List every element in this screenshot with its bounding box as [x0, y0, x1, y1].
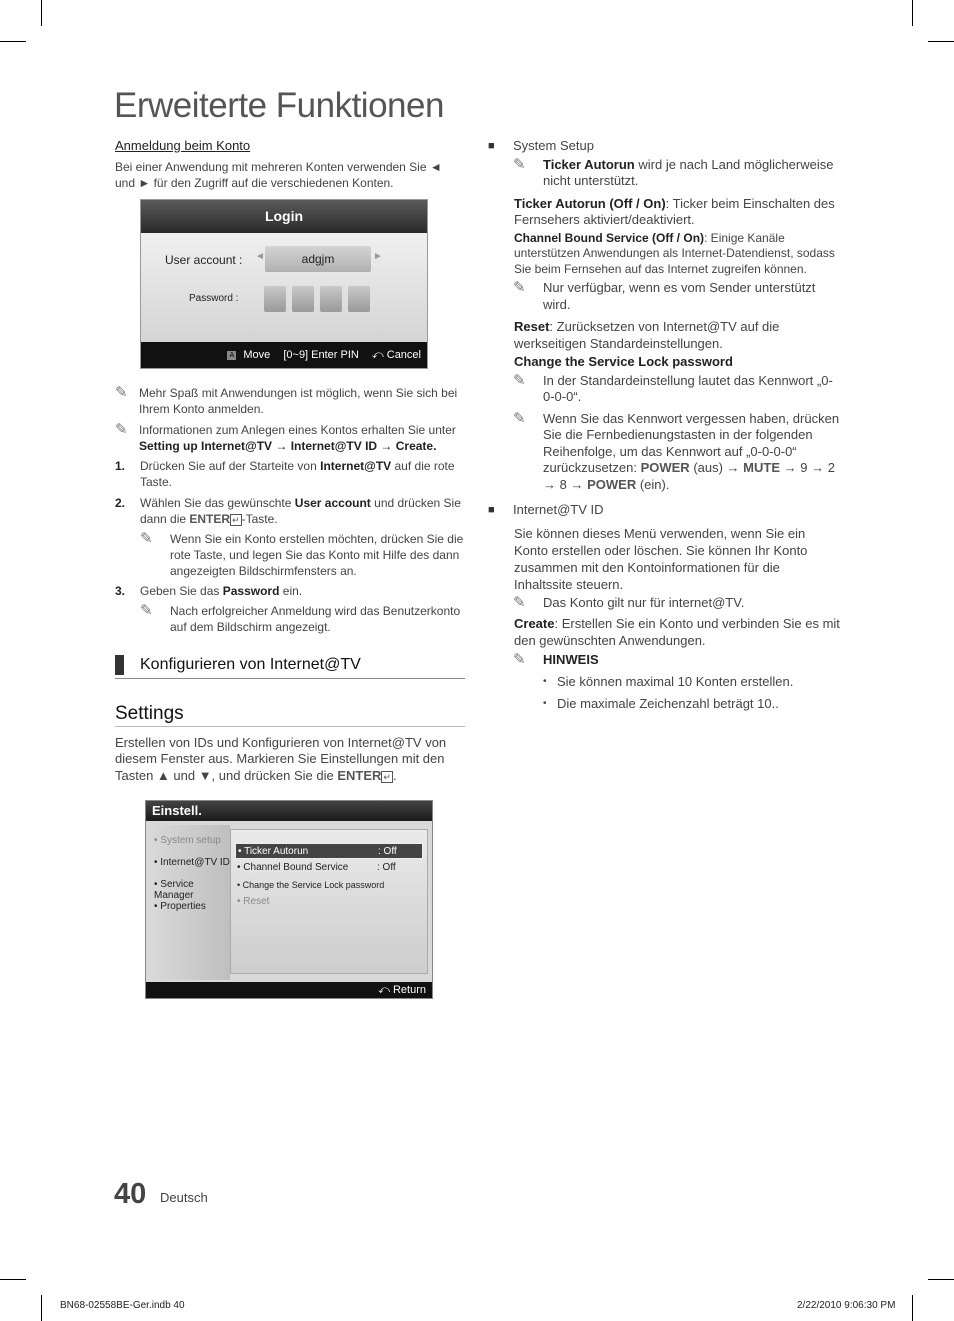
- pencil-note-icon: ✎: [115, 421, 128, 438]
- pencil-note-icon: ✎: [513, 279, 526, 296]
- note-text-part: → 9 → 2 → 8 →: [543, 460, 835, 492]
- pencil-note-icon: ✎: [513, 155, 526, 173]
- step-text-part: ein.: [282, 584, 303, 598]
- change-password-heading: Change the Service Lock password: [514, 354, 733, 369]
- left-column-top: [115, 138, 465, 191]
- internet-tv-id-heading: Internet@TV ID: [513, 502, 604, 517]
- pin-box[interactable]: [264, 286, 286, 312]
- step-number: 2.: [115, 496, 126, 510]
- section-heading: [115, 655, 465, 679]
- step-text-part: -Taste.: [241, 512, 278, 526]
- note-row: [513, 373, 840, 406]
- footer-cancel: Cancel: [386, 349, 421, 361]
- step-text-part: und drücken Sie dann die: [140, 496, 461, 526]
- note-row: [140, 603, 465, 635]
- reset-para: [514, 319, 840, 352]
- settings-block: [115, 703, 465, 784]
- intro-text: Bei einer Anwendung mit mehreren Konten verwenden Sie ◄ und ► für den Zugriff auf die verschiedenen Konten.: [115, 159, 442, 190]
- step-row: [115, 458, 465, 490]
- system-setup-heading: System Setup: [513, 138, 594, 153]
- panel-item-value: : Off: [377, 862, 396, 873]
- panel-item-label: • Reset: [237, 896, 270, 907]
- crop-mark: [0, 1279, 26, 1280]
- user-account-field[interactable]: [265, 246, 371, 272]
- note-text-part: (ein).: [639, 476, 670, 492]
- panel-item-label: • Ticker Autorun: [238, 846, 309, 857]
- panel-item-ticker-autorun[interactable]: [235, 843, 423, 859]
- note-text: Nach erfolgreicher Anmeldung wird das Benutzerkonto auf dem Bildschirm angezeigt.: [170, 604, 461, 634]
- page-number: 40: [114, 1178, 147, 1210]
- note-row: [513, 157, 840, 190]
- menu-item-internet-tv-id[interactable]: • Internet@TV ID: [154, 857, 230, 868]
- login-title: Login: [141, 200, 427, 233]
- pencil-note-icon: ✎: [513, 651, 526, 668]
- step-bold: Internet@TV: [320, 459, 392, 473]
- settings-screen: [145, 800, 433, 999]
- pencil-note-icon: ✎: [513, 409, 526, 427]
- return-icon: ⤺: [378, 984, 390, 996]
- key-mute: MUTE: [743, 460, 781, 475]
- note-text: [543, 411, 840, 494]
- crop-mark: [928, 1279, 954, 1280]
- step-bold: Password: [222, 584, 280, 598]
- step-text: [140, 583, 302, 599]
- square-bullet-icon: ■: [488, 504, 495, 516]
- heading-row: [488, 138, 840, 155]
- settings-heading: Settings: [115, 706, 465, 727]
- square-bullet-icon: ■: [488, 140, 495, 152]
- crop-mark: [912, 1295, 913, 1321]
- step-bold: User account: [294, 496, 371, 510]
- page-title: Erweiterte Funktionen: [114, 86, 444, 125]
- bullet-text: Sie können maximal 10 Konten erstellen.: [557, 673, 794, 689]
- pencil-note-icon: ✎: [513, 593, 526, 611]
- settings-text-part: Erstellen von IDs und Konfigurieren von Internet@TV von diesem Fenster aus. Markieren Sie Einstellungen mit den Tasten ▲ und ▼, und drücken Sie die: [115, 734, 447, 783]
- step-text-part: Wählen Sie das gewünschte: [140, 496, 292, 510]
- bullet-row: [543, 674, 840, 691]
- footer-file: BN68-02558BE-Ger.indb 40: [60, 1300, 185, 1311]
- settings-footer: [146, 982, 432, 998]
- step-number: 3.: [115, 584, 126, 598]
- crop-mark: [928, 41, 954, 42]
- note-text: Nur verfügbar, wenn es vom Sender unterstützt wird.: [543, 280, 816, 312]
- note-text: Mehr Spaß mit Anwendungen ist möglich, wenn Sie sich bei Ihrem Konto anmelden.: [139, 386, 458, 416]
- note-row: [513, 595, 840, 612]
- para-bold: Channel Bound Service (Off / On): [514, 230, 705, 245]
- panel-item-reset[interactable]: [235, 894, 423, 910]
- sub-heading-account: Anmeldung beim Konto: [115, 138, 251, 153]
- pencil-note-icon: ✎: [140, 602, 153, 619]
- note-path: Setting up Internet@TV → Internet@TV ID → Create.: [139, 439, 437, 453]
- settings-text-part: .: [392, 767, 397, 783]
- crop-mark: [0, 41, 26, 42]
- enter-key: ENTER: [337, 767, 382, 783]
- login-footer: [141, 342, 427, 368]
- key-power: POWER: [587, 476, 637, 492]
- crop-mark: [41, 1295, 42, 1321]
- section-title: Konfigurieren von Internet@TV: [140, 655, 361, 673]
- footer-pin: [0~9] Enter PIN: [283, 349, 359, 361]
- ticker-para: [514, 196, 840, 229]
- footer-move: Move: [243, 349, 271, 361]
- note-text: In der Standardeinstellung lautet das Kennwort „0-0-0-0“.: [543, 372, 833, 404]
- page-language: Deutsch: [160, 1190, 208, 1205]
- step-text: [140, 495, 465, 527]
- para-text: : Erstellen Sie ein Konto und verbinden Sie es mit den gewünschten Anwendungen.: [514, 616, 840, 648]
- panel-item-label: • Channel Bound Service: [237, 862, 349, 873]
- note-text-part: wird je nach Land möglicherweise nicht unterstützt.: [543, 156, 834, 188]
- pin-box[interactable]: [348, 286, 370, 312]
- settings-screen-title: Einstell.: [146, 801, 432, 821]
- bullet-text: Die maximale Zeichenzahl beträgt 10..: [557, 696, 779, 711]
- note-text: Das Konto gilt nur für internet@TV.: [543, 594, 745, 610]
- step-row: [115, 495, 465, 527]
- left-column-notes: [115, 385, 465, 635]
- para-bold: Reset: [514, 319, 550, 334]
- crop-mark: [912, 0, 913, 26]
- enter-icon: ↵: [383, 771, 391, 782]
- create-para: [514, 616, 840, 649]
- panel-item-value: : Off: [378, 846, 397, 857]
- para-bold: Create: [514, 616, 555, 631]
- para-bold: Ticker Autorun (Off / On): [514, 195, 666, 211]
- right-column: [488, 138, 840, 713]
- crop-mark: [41, 0, 42, 26]
- key-power: POWER: [640, 460, 690, 475]
- step-text-part: Geben Sie das: [140, 584, 220, 598]
- section-heading-row: [115, 655, 465, 679]
- para-text: : Einige Kanäle unterstützen Anwendungen als Internet-Datendienst, sodass Sie beim Fernsehen auf das Internet zugreifen können.: [514, 230, 835, 276]
- note-text-part: Informationen zum Anlegen eines Kontos erhalten Sie unter: [139, 423, 456, 437]
- note-bold: Ticker Autorun: [543, 156, 635, 172]
- panel-item-label: • Change the Service Lock password: [237, 880, 385, 890]
- note-text-part: Wenn Sie das Kennwort vergessen haben, drücken Sie die Fernbedienungstasten in der folgenden Reihenfolge, um das Kennwort auf „0-0-0-0“ zurückzusetzen:: [543, 410, 840, 475]
- step-text: [140, 458, 465, 490]
- note-row: [115, 422, 465, 454]
- login-screen: [140, 199, 428, 369]
- step-row: [115, 583, 465, 599]
- panel-item-change-password[interactable]: [235, 877, 423, 893]
- menu-item-service-manager[interactable]: • Service Manager: [154, 879, 194, 901]
- note-text: [139, 422, 465, 454]
- note-row: [140, 531, 465, 579]
- pencil-note-icon: ✎: [115, 384, 128, 401]
- footer-return[interactable]: Return: [392, 984, 426, 996]
- section-bar: [115, 655, 124, 675]
- bullet-icon: •: [543, 698, 547, 709]
- settings-panel: [230, 829, 428, 974]
- note-row: [513, 411, 840, 494]
- note-text: [543, 157, 840, 190]
- note-row: [513, 280, 840, 313]
- step-text-part: auf die rote Taste.: [140, 459, 455, 489]
- step-number: 1.: [115, 459, 126, 473]
- panel-item-channel-bound-service[interactable]: [235, 860, 423, 876]
- tvid-para: Sie können dieses Menü verwenden, wenn Sie ein Konto erstellen oder löschen. Sie können Ihr Konto zusammen mit den Kontoinformationen für die Inhaltssite steuern.: [514, 525, 808, 592]
- a-button-icon: A: [227, 351, 236, 360]
- arrow-left-icon[interactable]: ◄: [255, 251, 265, 262]
- menu-item-system-setup[interactable]: • System setup: [154, 835, 221, 846]
- note-row: [115, 385, 465, 417]
- bullet-row: [543, 696, 840, 713]
- bullet-icon: •: [543, 675, 547, 687]
- note-row: [513, 652, 840, 669]
- pin-box[interactable]: [292, 286, 314, 312]
- user-account-label: User account :: [165, 253, 243, 267]
- enter-key: ENTER: [189, 512, 231, 526]
- pencil-note-icon: ✎: [140, 530, 153, 547]
- note-text: Wenn Sie ein Konto erstellen möchten, drücken Sie die rote Taste, und legen Sie das Konto mit Hilfe des dann angezeigten Bildschirmfensters an.: [170, 532, 464, 578]
- settings-menu: [150, 825, 230, 980]
- footer-date: 2/22/2010 9:06:30 PM: [797, 1300, 896, 1311]
- pin-box[interactable]: [320, 286, 342, 312]
- menu-item-properties[interactable]: • Properties: [154, 901, 206, 912]
- heading-row: [488, 502, 840, 519]
- step-text-part: Drücken Sie auf der Starteite von: [140, 459, 317, 473]
- enter-icon: ↵: [232, 515, 240, 525]
- password-label: Password :: [189, 293, 239, 304]
- hinweis-label: HINWEIS: [543, 652, 599, 667]
- para-text: : Ticker beim Einschalten des Fernsehers aktiviert/deaktiviert.: [514, 195, 835, 227]
- return-icon: ⤺: [371, 349, 384, 361]
- login-body: [141, 233, 427, 343]
- note-text-part: (aus) →: [693, 460, 740, 475]
- cbs-para: [514, 231, 840, 278]
- user-account-value: adgjm: [301, 252, 335, 266]
- arrow-right-icon[interactable]: ►: [373, 251, 383, 262]
- para-text: : Zurücksetzen von Internet@TV auf die werkseitigen Standardeinstellungen.: [514, 319, 780, 351]
- pencil-note-icon: ✎: [513, 371, 526, 389]
- settings-text: [115, 735, 465, 785]
